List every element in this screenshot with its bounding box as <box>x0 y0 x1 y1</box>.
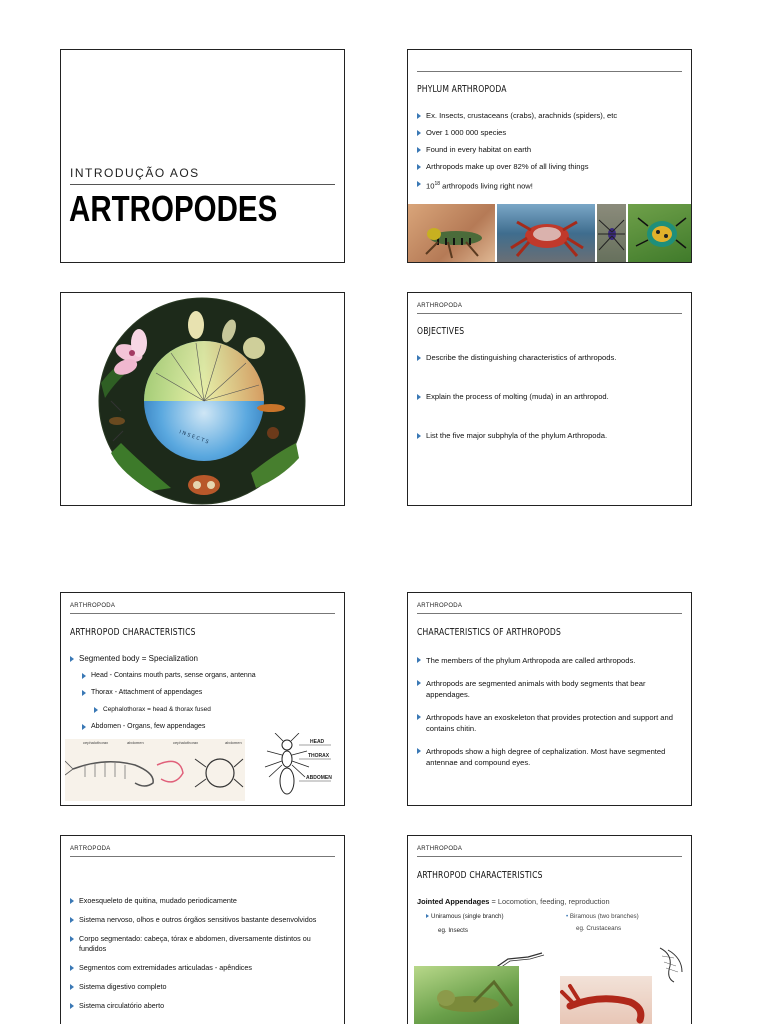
label-abdomen-1: abdomen <box>127 740 144 745</box>
insect-diagram <box>259 733 343 803</box>
bullet-arrow-icon <box>417 714 421 720</box>
list-item: Abdomen - Organs, few appendages <box>82 722 336 732</box>
label-head: HEAD <box>310 739 325 745</box>
biramous-leg-drawing <box>654 944 690 984</box>
list-item: Cephalothorax = head & thorax fused <box>94 705 336 715</box>
slide8-header: ARTHROPODA <box>417 846 463 852</box>
label-thorax: THORAX <box>308 753 330 759</box>
slide8-title: ARTHROPOD CHARACTERISTICS <box>417 870 543 881</box>
list-item: Exoesqueleto de quitina, mudado periodicamente <box>70 896 330 906</box>
label-abdomen-3: ABDOMEN <box>306 775 332 781</box>
slide6-bullets <box>417 655 677 768</box>
list-item: Arthropods show a high degree of cephalization. Most have segmented antennae and compound eyes. <box>417 746 677 768</box>
bullet-arrow-icon <box>417 164 421 170</box>
slide2-top-rule <box>417 71 682 72</box>
crustacean-diagram <box>65 739 245 801</box>
bullet-arrow-icon <box>417 394 421 400</box>
slide7-rule <box>70 856 335 857</box>
bullet-arrow-icon <box>70 898 74 904</box>
slide-5 <box>60 592 345 806</box>
slide8-rule <box>417 856 682 857</box>
slide-6 <box>407 592 692 806</box>
slide1-title: ARTROPODES <box>69 188 278 229</box>
slide-3 <box>60 292 345 506</box>
slide-8 <box>407 835 692 1024</box>
slide-1 <box>60 49 345 263</box>
bullet-arrow-icon <box>417 355 421 361</box>
slide6-rule <box>417 613 682 614</box>
crab-photo <box>497 204 595 263</box>
biramous-item: • Biramous (two branches) <box>566 913 639 920</box>
slide4-header: ARTHROPODA <box>417 303 463 309</box>
bullet-arrow-icon <box>417 147 421 153</box>
list-item: The members of the phylum Arthropoda are called arthropods. <box>417 655 677 666</box>
slide4-rule <box>417 313 682 314</box>
bullet-arrow-icon <box>417 130 421 136</box>
list-item: $10^{18}$ arthropods living right now! <box>417 179 683 192</box>
slide6-header: ARTHROPODA <box>417 603 463 609</box>
crayfish-photo <box>560 976 652 1024</box>
uniramous-item: Uniramous (single branch) <box>426 913 504 920</box>
svg-text:I N S E C T S: I N S E C T S <box>178 429 210 446</box>
list-item: List the five major subphyla of the phylum Arthropoda. <box>417 431 683 441</box>
bullet-arrow-icon <box>70 917 74 923</box>
list-item: Sistema nervoso, olhos e outros órgãos sensitivos bastante desenvolvidos <box>70 915 330 925</box>
list-item: Found in every habitat on earth <box>417 145 683 155</box>
slide5-title: ARTHROPOD CHARACTERISTICS <box>70 627 196 638</box>
list-item: Segmented body = Specialization <box>70 654 336 664</box>
slide4-title: OBJECTIVES <box>417 326 465 337</box>
bullet-arrow-icon <box>70 1003 74 1009</box>
slide1-subtitle: INTRODUÇÃO AOS <box>70 166 200 180</box>
list-item: Ex. Insects, crustaceans (crabs), arachnids (spiders), etc <box>417 111 683 121</box>
slide5-rule <box>70 613 335 614</box>
grasshopper-photo-2 <box>414 966 519 1024</box>
bullet-arrow-icon <box>82 690 86 696</box>
bullet-arrow-icon <box>82 673 86 679</box>
bullet-arrow-icon <box>417 113 421 119</box>
bullet-arrow-icon <box>417 680 421 686</box>
slide-4 <box>407 292 692 506</box>
list-item: Head - Contains mouth parts, sense organs, antenna <box>82 671 336 681</box>
list-item: Arthropods make up over 82% of all living things <box>417 162 683 172</box>
list-item: Thorax - Attachment of appendages <box>82 688 336 698</box>
slide2-bullets <box>417 111 683 192</box>
arthropod-wheel-image <box>61 293 345 506</box>
list-item: Over 1 000 000 species <box>417 128 683 138</box>
list-item: Arthropods are segmented animals with body segments that bear appendages. <box>417 678 677 700</box>
slide4-bullets <box>417 353 683 441</box>
label-abdomen-2: abdomen <box>225 740 242 745</box>
bullet-arrow-icon <box>70 965 74 971</box>
list-item: Arthropods have an exoskeleton that provides protection and support and contains chitin. <box>417 712 677 734</box>
slide7-header: ARTROPODA <box>70 846 111 852</box>
slide-7 <box>60 835 345 1024</box>
slide5-bullets <box>70 654 336 732</box>
slide7-bullets <box>70 896 330 1011</box>
slide1-rule <box>70 184 335 185</box>
slide6-title: CHARACTERISTICS OF ARTHROPODS <box>417 627 562 638</box>
bullet-arrow-icon <box>94 707 98 713</box>
bullet-arrow-icon <box>417 181 421 187</box>
list-item: Sistema digestivo completo <box>70 982 330 992</box>
beetle-photo <box>628 204 692 263</box>
list-item: Sistema circulatório aberto <box>70 1001 330 1011</box>
list-item: Corpo segmentado: cabeça, tórax e abdomen, diversamente distintos ou fundidos <box>70 934 330 954</box>
bullet-arrow-icon <box>426 914 429 918</box>
bullet-arrow-icon <box>70 656 74 662</box>
slide-2 <box>407 49 692 263</box>
bullet-arrow-icon <box>82 724 86 730</box>
slide5-header: ARTHROPODA <box>70 603 116 609</box>
label-cephalothorax-2: cephalothorax <box>173 740 199 745</box>
biramous-example: eg. Crustaceans <box>576 925 622 932</box>
grasshopper-photo <box>408 204 495 263</box>
bullet-arrow-icon <box>70 984 74 990</box>
list-item: Explain the process of molting (muda) in an arthropod. <box>417 392 683 402</box>
uniramous-example: eg. Insects <box>438 927 468 934</box>
spider-photo <box>597 204 626 263</box>
jointed-appendages-line: Jointed Appendages = Locomotion, feeding, reproduction <box>417 897 610 906</box>
list-item: Segmentos com extremidades articuladas - apêndices <box>70 963 330 973</box>
list-item: Describe the distinguishing characteristics of arthropods. <box>417 353 683 363</box>
bullet-arrow-icon <box>417 657 421 663</box>
label-cephalothorax-1: cephalothorax <box>83 740 109 745</box>
slide2-title: PHYLUM ARTHROPODA <box>417 84 507 95</box>
bullet-dot-icon: • <box>566 913 570 920</box>
bullet-arrow-icon <box>417 433 421 439</box>
bullet-arrow-icon <box>70 936 74 942</box>
bullet-arrow-icon <box>417 748 421 754</box>
